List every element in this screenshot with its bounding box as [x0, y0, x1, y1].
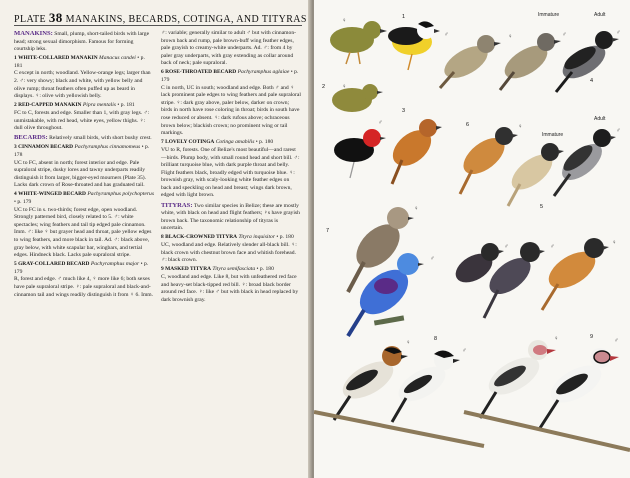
sex-male-2: ♂	[378, 120, 383, 126]
species-entry	[14, 261, 154, 299]
species-description: UC, woodland and edge. Relatively slender all-black bill. ♀: black crown with chestnut brown face and whitish forehead. ♂: black crown.	[161, 242, 297, 264]
species-heading: 5 GRAY-COLLARED BECARD Pachyramphus major • p. 179	[14, 261, 149, 275]
group-heading: TITYRAS:	[161, 201, 193, 209]
species-entry	[14, 55, 154, 101]
plate-label-2: 2	[322, 84, 326, 90]
bird-4-immature	[439, 35, 501, 88]
species-name: WHITE-COLLARED MANAKIN	[18, 55, 98, 62]
sex-male-6b: ♂	[550, 244, 555, 250]
species-name: GRAY-COLLARED BECARD	[18, 261, 90, 268]
species-name: CINNAMON BECARD	[18, 144, 74, 151]
species-number: 5	[14, 261, 17, 268]
species-entry	[14, 144, 154, 190]
plate-label-3: 3	[402, 108, 406, 114]
label-immature-mid: Immature	[542, 132, 564, 138]
species-entry	[161, 69, 301, 137]
species-heading: 1 WHITE-COLLARED MANAKIN Manacus candei • p. 181	[14, 55, 145, 69]
bird-6-female	[457, 127, 518, 194]
label-adult-mid: Adult	[594, 116, 606, 122]
label-adult-top: Adult	[594, 12, 606, 18]
species-description: UC to FC, absent in north; forest interior and edge. Pale supraloral stripe, dusky lores and tawny underparts readily distinguish it from larger, bigger-eyed mourners (Plate 35). Lacks dark crown of Rose-throated and has graduated tail.	[14, 159, 147, 189]
species-heading: 9 MASKED TITYRA Tityra semifasciata • p. 180	[161, 266, 274, 273]
species-entry	[161, 139, 301, 200]
species-number: 7	[161, 139, 164, 146]
species-number: 8	[161, 234, 164, 241]
species-page-ref: p. 179	[161, 69, 299, 84]
species-entry	[161, 266, 301, 304]
bird-9-male	[540, 348, 619, 428]
species-number: 1	[14, 55, 17, 62]
species-description: VU to R, forests. One of Belize's most beautiful—and rarest—birds. Plump body, with small round head and short bill. ♂: brilliant turquoise blue, with dark purple throat and belly. Flight feathers black, broadly edged with turquoise blue. ♀: brownish gray, with scaly-looking white feather edges on back and speckling on head and breast; wings dark brown, edged with light brown.	[161, 146, 300, 199]
species-scientific-name: Pachyramphus major	[90, 261, 140, 268]
species-page-ref: p. 179	[17, 198, 32, 205]
plate-label-7: 7	[326, 228, 330, 234]
sex-female-6b: ♀	[612, 240, 617, 246]
species-scientific-name: Pachyramphus aglaiae	[237, 69, 290, 76]
plate-label-9: 9	[590, 334, 594, 340]
species-description: UC to FC in s. two-thirds; forest edge, open woodland. Strongly patterned bird, closely related to 5. ♂: white spectacles; wing feathers and tail tip edged pale cinnamon. Imm. ♂: like ♀ but grayer head and throat, pale yellow edges to wing feathers, and more black in tail. Ad. ♂: black above, gray below, with white scapular bar, wingbars, and tertial edges. Hindneck black. Lacks pale supraloral stripe.	[14, 206, 152, 259]
species-scientific-name: Cotinga amabilis	[215, 139, 255, 146]
plate-label-8: 8	[434, 336, 438, 342]
species-scientific-name: Tityra semifasciata	[212, 266, 256, 273]
bird-1-male	[388, 21, 440, 70]
species-number: 6	[161, 69, 164, 76]
perch-branch-left	[314, 412, 484, 446]
bird-2-female	[332, 84, 383, 112]
bird-2-male	[334, 129, 386, 178]
text-column-right	[161, 30, 301, 306]
plate-number: 38	[48, 10, 63, 25]
sex-female-2: ♀	[342, 84, 347, 90]
sex-male-4b: ♂	[616, 30, 621, 36]
species-scientific-name: Pachyramphus polychopterus	[87, 191, 155, 198]
species-page-ref: p. 181	[14, 55, 145, 69]
sex-female-1: ♀	[342, 18, 347, 24]
sex-male-5: ♂	[616, 128, 621, 134]
plate-header	[14, 10, 307, 26]
sex-female-8: ♀	[406, 340, 411, 346]
group-intro	[14, 134, 154, 143]
species-page-ref: p. 180	[259, 139, 274, 146]
species-heading: 2 RED-CAPPED MANAKIN Pipra mentalis • p. 181	[14, 102, 135, 109]
group-intro	[161, 202, 301, 233]
species-name: MASKED TITYRA	[165, 266, 211, 273]
bird-8-female	[334, 346, 408, 420]
bird-4-female	[499, 33, 561, 90]
plate-label-6: 6	[466, 122, 470, 128]
sex-male-1: ♂	[444, 32, 449, 38]
sex-female-7: ♀	[414, 206, 419, 212]
species-description: C in north, UC in south; woodland and edge. Both ♂ and ♀ lack prominent pale edges to wing feathers and pale supraloral stripe. ♀: dark gray above, paler below, darker on crown; birds in north have rose coloring in throat; birds in south have rose reduced or absent. ♀: dark rufous above; ochraceous brown below; blackish crown; no prominent wing or tail markings.	[161, 84, 301, 137]
group-heading: BECARDS:	[14, 134, 48, 142]
sex-male-8: ♂	[462, 348, 467, 354]
species-page-ref: p. 178	[14, 144, 150, 158]
species-heading: 3 CINNAMON BECARD Pachyramphus cinnamomeus • p. 178	[14, 144, 150, 158]
bird-3	[386, 119, 442, 184]
bird-8-male	[392, 350, 460, 422]
plate-title: MANAKINS, BECARDS, COTINGA, AND TITYRAS	[65, 14, 307, 25]
species-name: ROSE-THROATED BECARD	[165, 69, 237, 76]
bird-5-adult-male	[554, 129, 616, 196]
bird-plate-illustration	[314, 0, 630, 478]
species-entry	[14, 191, 154, 259]
group-text: Small, plump, short-tailed birds with large head; strong sexual dimorphism. Famous for forming courtship leks.	[14, 31, 150, 53]
header-rule	[14, 25, 302, 26]
sex-female-6: ♀	[518, 124, 523, 130]
label-immature-top: Immature	[538, 12, 560, 18]
sex-male-7: ♂	[430, 256, 435, 262]
species-page-ref: p. 180	[259, 266, 274, 273]
species-heading: 7 LOVELY COTINGA Cotinga amabilis • p. 180	[161, 139, 274, 146]
species-description: C except in north; woodland. Yellow-orange legs; larger than 2. ♂: very showy; black and white, with yellow belly and olive rump; throat feathers often puffed up as beard in displays. ♀: olive with yellowish belly.	[14, 70, 151, 100]
plate-label-5: 5	[540, 204, 544, 210]
text-column-left	[14, 30, 154, 301]
species-name: WHITE-WINGED BECARD	[18, 191, 86, 198]
species-page-ref: p. 179	[14, 261, 149, 275]
bird-4-adult-male	[556, 31, 619, 92]
sex-male-6a: ♂	[504, 244, 509, 250]
species-scientific-name: Tityra inquisitor	[238, 234, 275, 241]
text-page	[0, 0, 312, 478]
species-page-ref: p. 181	[120, 102, 135, 109]
bird-9-female	[480, 340, 556, 418]
species-name: BLACK-CROWNED TITYRA	[165, 234, 238, 241]
sex-male-9: ♂	[614, 338, 619, 344]
bird-7-male	[348, 253, 424, 336]
plate-word: PLATE	[14, 14, 46, 25]
species-page-ref: p. 180	[279, 234, 294, 241]
species-entry	[14, 102, 154, 132]
species-name: LOVELY COTINGA	[165, 139, 215, 146]
group-text: Relatively small birds, with short bushy crest.	[47, 135, 152, 142]
species-scientific-name: Manacus candei	[99, 55, 136, 62]
species-description: R, forest and edge. ♂ much like 4, ♀ more like 6; both sexes have pale supraloral stripe. ♀: pale supraloral and black-and-cinnamon tail and wings readily distinguish it from ♀ 6. Imm.	[14, 276, 154, 298]
species-scientific-name: Pachyramphus cinnamomeus	[74, 144, 141, 151]
group-intro	[14, 30, 154, 54]
group-heading: MANAKINS:	[14, 30, 53, 37]
group-text: Two similar species in Belize; these are mostly white, with black on head and flight feathers; ♀s have grayish brown back. The taxonomic relationship of tityras is uncertain.	[161, 202, 300, 232]
sex-female-4: ♀	[508, 34, 513, 40]
species-number: 4	[14, 191, 17, 198]
plate-label-4: 4	[590, 78, 594, 84]
species-name: RED-CAPPED MANAKIN	[18, 102, 82, 109]
sex-female-9: ♀	[554, 336, 559, 342]
species-number: 3	[14, 144, 17, 151]
species-heading: 4 WHITE-WINGED BECARD Pachyramphus polychopterus • p. 179	[14, 191, 155, 205]
species-scientific-name: Pipra mentalis	[82, 102, 116, 109]
species-entry	[161, 234, 301, 264]
plate-label-1: 1	[402, 14, 406, 20]
bird-1-female	[330, 21, 387, 64]
species-description: C, woodland and edge. Like 8, but with unfeathered red face and heavy-set black-tipped red bill. ♀: broad black border around red face. ♀: like ♂ but with black in head replaced by dark brownish gray.	[161, 273, 299, 303]
continued-text: ♂: variable; generally similar to adult ♂ but with cinnamon-brown back and rump, pale brown-buff wing feather edges, pale grayish to creamy-white underparts. Ad. ♂: from 4 by paler gray underparts, with gray extending as collar around back of neck; pale supraloral.	[161, 30, 296, 67]
sex-male-4a: ♂	[562, 32, 567, 38]
illustration-page	[314, 0, 630, 478]
species-number: 9	[161, 266, 164, 273]
species-heading: 6 ROSE-THROATED BECARD Pachyramphus aglaiae • p. 179	[161, 69, 299, 84]
species-number: 2	[14, 102, 17, 109]
species-description: FC to C, forests and edge. Smaller than 1, with gray legs. ♂: unmistakable, with red head, white eyes, yellow thighs. ♀: dull olive throughout.	[14, 109, 150, 132]
species-heading: 8 BLACK-CROWNED TITYRA Tityra inquisitor • p. 180	[161, 234, 294, 241]
